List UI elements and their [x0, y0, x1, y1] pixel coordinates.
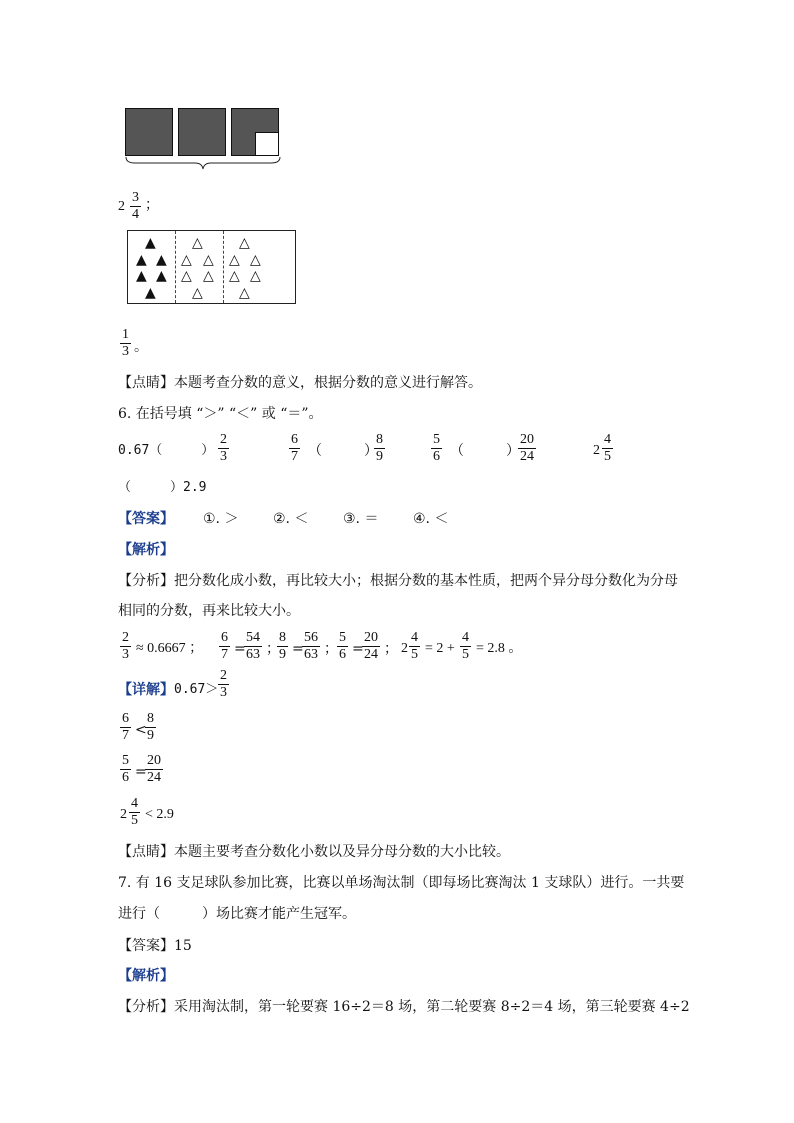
filled-triangle-icon: ▲: [156, 268, 167, 284]
answer-4: ④. ＜: [413, 511, 449, 527]
triangle-box: [127, 230, 296, 304]
empty-triangle-icon: △: [229, 252, 240, 268]
q5-comment: 【点睛】本题考查分数的意义，根据分数的意义进行解答。: [118, 375, 482, 391]
empty-triangle-icon: △: [229, 268, 240, 284]
empty-triangle-icon: △: [250, 252, 261, 268]
empty-triangle-icon: △: [203, 252, 214, 268]
filled-triangle-icon: ▲: [145, 235, 156, 251]
filled-square: [178, 108, 226, 156]
q7-analysis-label: 【解析】: [118, 968, 174, 984]
q7-answer: 【答案】15: [118, 938, 192, 954]
empty-triangle-icon: △: [250, 268, 261, 284]
filled-triangle-icon: ▲: [145, 285, 156, 301]
brace: [125, 156, 281, 170]
answer-1: ①. ＞: [203, 511, 239, 527]
empty-triangle-icon: △: [203, 268, 214, 284]
filled-triangle-icon: ▲: [156, 252, 167, 268]
dashed-divider: [223, 231, 224, 303]
detail-line-1: 0.67＞: [174, 682, 219, 697]
empty-triangle-icon: △: [181, 268, 192, 284]
analysis-label: 【解析】: [118, 542, 174, 558]
q7-line1: 7. 有 16 支足球队参加比赛，比赛以单场淘汰制（即每场比赛淘汰 1 支球队）进行。一共要: [118, 875, 685, 891]
q7-line2: 进行（ ）场比赛才能产生冠军。: [118, 906, 356, 922]
empty-triangle-icon: △: [181, 252, 192, 268]
filled-square: [125, 108, 173, 156]
analysis-text-2: 相同的分数，再来比较大小。: [118, 603, 300, 619]
q6-title: 6. 在括号填 “＞” “＜” 或 “＝”。: [118, 406, 323, 422]
q6-line2: （ ）2.9: [118, 480, 207, 495]
partial-square: [231, 108, 279, 156]
empty-triangle-icon: △: [192, 235, 203, 251]
answer-3: ③. ＝: [343, 511, 379, 527]
filled-triangle-icon: ▲: [136, 252, 147, 268]
empty-triangle-icon: △: [239, 235, 250, 251]
q6-comment: 【点睛】本题主要考查分数化小数以及异分母分数的大小比较。: [118, 844, 510, 860]
detail-label: 【详解】: [118, 682, 174, 698]
detail-fraction: $\frac{2}{3}$: [220, 668, 227, 700]
dashed-divider: [175, 231, 176, 303]
empty-triangle-icon: △: [239, 285, 250, 301]
answer-label: 【答案】: [118, 511, 174, 527]
answer-2: ②. ＜: [273, 511, 309, 527]
analysis-text-1: 【分析】把分数化成小数，再比较大小；根据分数的基本性质，把两个异分母分数化为分母: [118, 573, 678, 589]
empty-triangle-icon: △: [192, 285, 203, 301]
q7-analysis-text: 【分析】采用淘汰制，第一轮要赛 16÷2＝8 场，第二轮要赛 8÷2＝4 场，第三轮要赛 4÷2: [118, 999, 690, 1015]
filled-triangle-icon: ▲: [136, 268, 147, 284]
